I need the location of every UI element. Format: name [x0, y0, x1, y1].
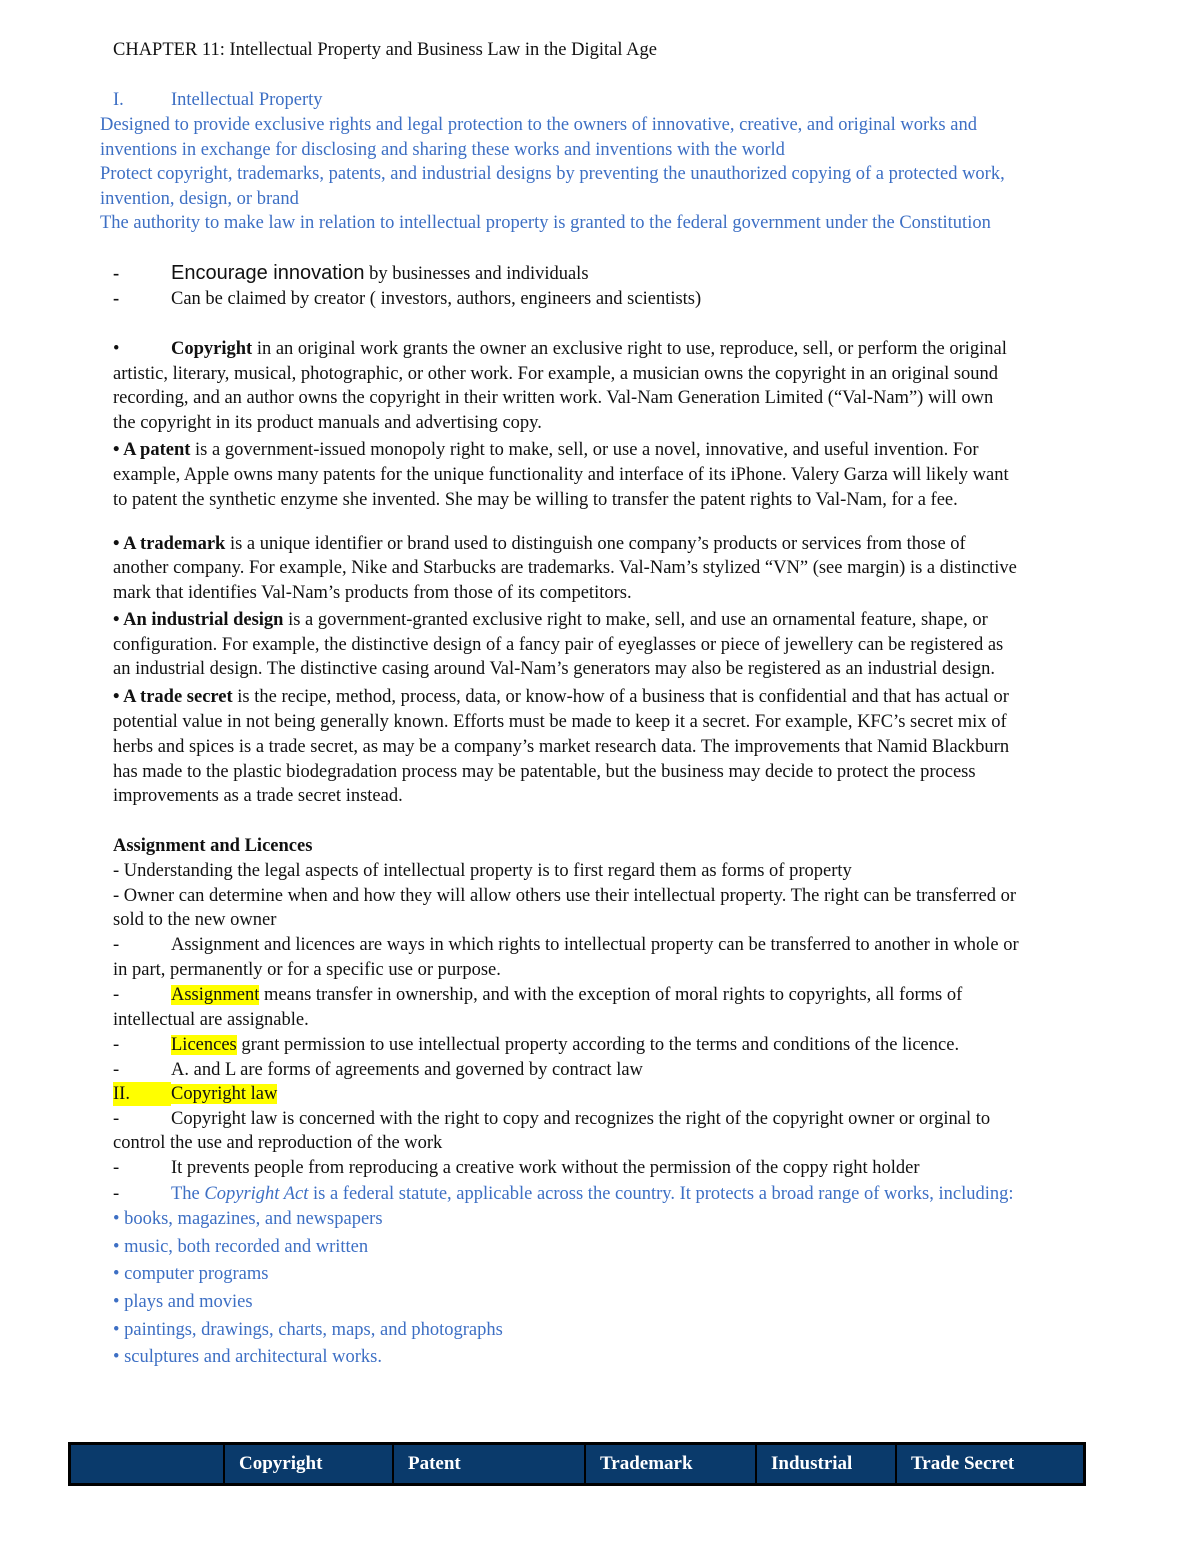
table-header-cell: Patent	[393, 1444, 585, 1485]
assignment-line-1: - Understanding the legal aspects of intellectual property is to first regard them as forms of property	[113, 861, 852, 881]
industrial-term: • An industrial design	[113, 610, 284, 630]
section-2-title: Copyright law	[171, 1084, 278, 1104]
dash-marker: -	[113, 1035, 120, 1055]
works-list-item: • computer programs	[113, 1264, 269, 1284]
industrial-line-2: configuration. For example, the distinctive design of a fancy pair of eyeglasses or piece of jewellery can be registered as	[113, 635, 1004, 655]
copyright-law-text: It prevents people from reproducing a creative work without the permission of the coppy right holder	[171, 1158, 920, 1178]
section-1-heading	[113, 88, 323, 112]
patent-line-2: example, Apple owns many patents for the unique functionality and interface of its iPhone. Valery Garza will likely want	[113, 465, 1009, 485]
table-header-cell: Copyright	[224, 1444, 393, 1485]
licences-term: Licences	[171, 1035, 237, 1055]
agreements-line	[113, 1058, 643, 1082]
assignment-line-3a	[113, 933, 1019, 957]
dash-marker: -	[113, 289, 120, 309]
table-header-row	[70, 1444, 1085, 1485]
ip-para-2b: invention, design, or brand	[100, 189, 299, 209]
copyright-law-line-1a	[113, 1107, 990, 1131]
copyright-line-4: the copyright in its product manuals and advertising copy.	[113, 413, 542, 433]
copyright-line-2: artistic, literary, musical, photographic, or other work. For example, a musician owns the copyright in an original sound	[113, 364, 999, 384]
copyright-act-title: Copyright Act	[204, 1184, 309, 1204]
bullet: •	[113, 339, 120, 359]
assignment-heading: Assignment and Licences	[113, 836, 313, 856]
works-list-item: • paintings, drawings, charts, maps, and photographs	[113, 1320, 503, 1340]
table-header-cell: Trade Secret	[896, 1444, 1085, 1485]
table-header-cell	[70, 1444, 225, 1485]
copyright-act-pre: The	[171, 1184, 205, 1204]
trademark-line-1	[113, 532, 966, 556]
tradesecret-text: is the recipe, method, process, data, or know-how of a business that is confidential and that has actual or	[232, 687, 1009, 707]
assignment-line-3b: in part, permanently or for a specific use or purpose.	[113, 960, 501, 980]
tradesecret-term: • A trade secret	[113, 687, 233, 707]
trademark-line-2: another company. For example, Nike and Starbucks are trademarks. Val-Nam’s stylized “VN” (see margin) is a distinctive	[113, 558, 1017, 578]
section-1-number: I.	[113, 90, 124, 110]
licences-line	[113, 1033, 959, 1057]
section-2-heading	[113, 1082, 277, 1106]
dash-marker: -	[113, 1060, 120, 1080]
assignment-line-4a	[113, 983, 962, 1007]
ip-para-1b: inventions in exchange for disclosing and sharing these works and inventions with the world	[100, 140, 785, 160]
licences-text: grant permission to use intellectual property according to the terms and conditions of the licence.	[236, 1035, 960, 1055]
chapter-title: CHAPTER 11: Intellectual Property and Business Law in the Digital Age	[113, 40, 657, 60]
assignment-line-2a: - Owner can determine when and how they will allow others use their intellectual property. The right can be transferred or	[113, 886, 1017, 906]
tradesecret-line-5: improvements as a trade secret instead.	[113, 786, 403, 806]
dash-item-text: Can be claimed by creator ( investors, authors, engineers and scientists)	[171, 289, 702, 309]
industrial-line-1	[113, 608, 988, 632]
agreements-text: A. and L are forms of agreements and governed by contract law	[171, 1060, 643, 1080]
copyright-line-1	[113, 337, 1007, 361]
dash-marker: -	[113, 1158, 120, 1178]
industrial-line-3: an industrial design. The distinctive casing around Val-Nam’s generators may also be registered as an industrial design.	[113, 659, 995, 679]
dash-item-innovation	[113, 261, 589, 286]
tradesecret-line-2: potential value in not being generally known. Efforts must be made to keep it a secret. For example, KFC’s secret mix of	[113, 712, 1007, 732]
patent-text: is a government-issued monopoly right to make, sell, or use a novel, innovative, and useful invention. For	[190, 440, 979, 460]
copyright-law-line-1b: control the use and reproduction of the work	[113, 1133, 443, 1153]
patent-line-1	[113, 438, 979, 462]
tradesecret-line-4: has made to the plastic biodegradation process may be patentable, but the business may decide to protect the process	[113, 762, 976, 782]
table-header-cell: Industrial	[756, 1444, 896, 1485]
ip-para-3: The authority to make law in relation to intellectual property is granted to the federal government under the Constitution	[100, 213, 991, 233]
table-header-cell: Trademark	[585, 1444, 756, 1485]
ip-comparison-table	[68, 1442, 1086, 1486]
dash-marker: -	[113, 264, 120, 284]
ip-para-1a: Designed to provide exclusive rights and legal protection to the owners of innovative, creative, and original works and	[100, 115, 977, 135]
dash-marker: -	[113, 1184, 120, 1204]
dash-marker: -	[113, 935, 120, 955]
ip-para-2a: Protect copyright, trademarks, patents, and industrial designs by preventing the unauthorized copying of a protected work,	[100, 164, 1005, 184]
copyright-law-line-2	[113, 1156, 920, 1180]
section-2-number: II.	[113, 1082, 171, 1106]
works-list-item: • sculptures and architectural works.	[113, 1347, 382, 1367]
works-list-item: • plays and movies	[113, 1292, 253, 1312]
copyright-law-text: Copyright law is concerned with the right to copy and recognizes the right of the copyright owner or orginal to	[171, 1109, 991, 1129]
tradesecret-line-3: herbs and spices is a trade secret, as may be a company’s market research data. The improvements that Namid Blackburn	[113, 737, 1010, 757]
dash-item-lead: Encourage innovation	[171, 262, 365, 284]
copyright-text: in an original work grants the owner an exclusive right to use, reproduce, sell, or perform the original	[252, 339, 1007, 359]
copyright-line-3: recording, and an author owns the copyright in their written work. Val-Nam Generation Limited (“Val-Nam”) will own	[113, 388, 994, 408]
assignment-text: means transfer in ownership, and with the exception of moral rights to copyrights, all forms of	[259, 985, 963, 1005]
patent-line-3: to patent the synthetic enzyme she invented. She may be willing to transfer the patent rights to Val-Nam, for a fee.	[113, 490, 958, 510]
dash-item-rest: by businesses and individuals	[364, 264, 589, 284]
tradesecret-line-1	[113, 685, 1009, 709]
works-list-item: • music, both recorded and written	[113, 1237, 369, 1257]
dash-marker: -	[113, 1109, 120, 1129]
works-list-item: • books, magazines, and newspapers	[113, 1209, 383, 1229]
industrial-text: is a government-granted exclusive right to make, sell, and use an ornamental feature, shape, or	[283, 610, 988, 630]
patent-term: • A patent	[113, 440, 191, 460]
copyright-term: Copyright	[171, 339, 253, 359]
assignment-text: Assignment and licences are ways in which rights to intellectual property can be transferred to another in whole or	[171, 935, 1019, 955]
trademark-text: is a unique identifier or brand used to distinguish one company’s products or services from those of	[225, 534, 966, 554]
copyright-act-post: is a federal statute, applicable across the country. It protects a broad range of works, including:	[308, 1184, 1014, 1204]
assignment-line-2b: sold to the new owner	[113, 910, 277, 930]
assignment-line-4b: intellectual are assignable.	[113, 1010, 309, 1030]
trademark-term: • A trademark	[113, 534, 226, 554]
copyright-act-line	[113, 1182, 1014, 1206]
dash-item-creator	[113, 287, 701, 311]
assignment-term: Assignment	[171, 985, 260, 1005]
dash-marker: -	[113, 985, 120, 1005]
trademark-line-3: mark that identifies Val-Nam’s products from those of its competitors.	[113, 583, 632, 603]
section-1-title: Intellectual Property	[171, 90, 323, 110]
